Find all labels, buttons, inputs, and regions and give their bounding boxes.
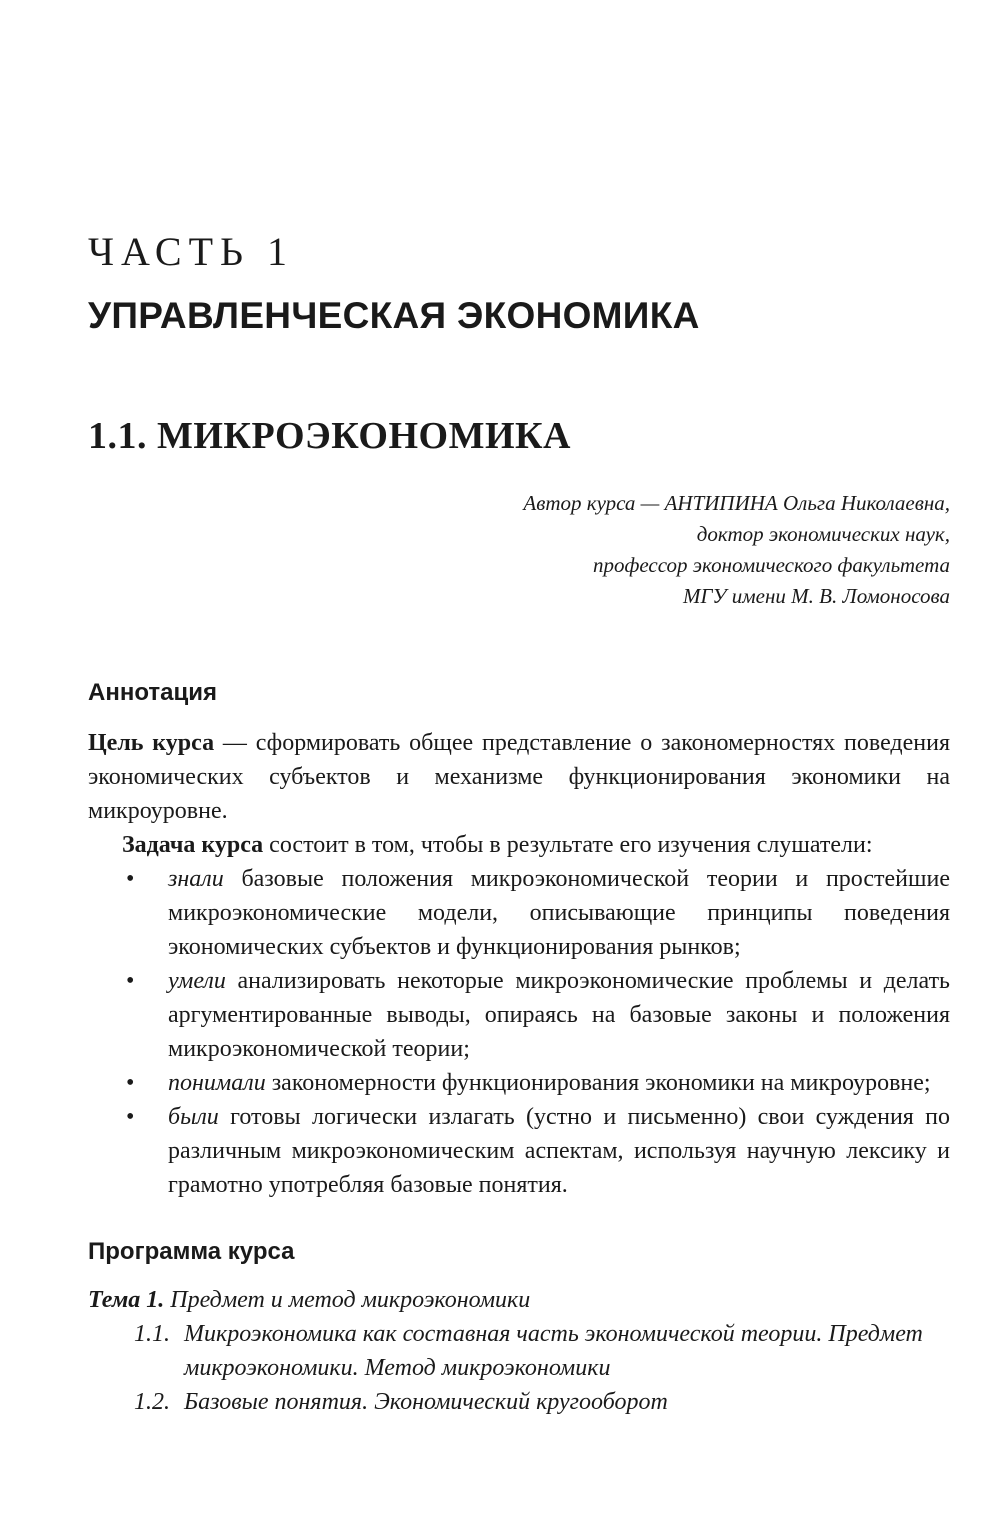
topic-title: Предмет и метод микроэкономики <box>164 1287 531 1313</box>
sub-item-number: 1.1. <box>134 1321 170 1347</box>
annotation-heading: Аннотация <box>88 679 217 706</box>
bullet-lead: умели <box>168 968 226 994</box>
bullet-icon: • <box>126 968 135 994</box>
part-label: ЧАСТЬ 1 <box>88 229 294 274</box>
author-line: Автор курса — АНТИПИНА Ольга Николаевна, <box>523 491 950 515</box>
bullet-text: базовые положения микроэкономической теории и простейшие микроэкономические модели, описывающие принципы поведения экономических субъектов и функционирования рынков; <box>168 866 950 960</box>
task-text: состоит в том, чтобы в результате его изучения слушатели: <box>263 832 873 858</box>
sub-item-number: 1.2. <box>134 1389 170 1415</box>
sub-item-text: Микроэкономика как составная часть экономической теории. Предмет микроэкономики. Метод микроэкономики <box>184 1321 923 1381</box>
author-line: профессор экономического факультета <box>592 553 950 577</box>
goal-paragraph <box>88 726 950 828</box>
annotation-body <box>88 726 950 1202</box>
bullet-text: анализировать некоторые микроэкономические проблемы и делать аргументированные выводы, опираясь на базовые законы и положения микроэкономической теории; <box>168 968 950 1062</box>
bullet-icon: • <box>126 1104 135 1130</box>
program-heading: Программа курса <box>88 1238 295 1265</box>
bullet-icon: • <box>126 866 135 892</box>
goal-text: — сформировать общее представление о закономерностях поведения экономических субъектов и механизме функционирования экономики на микроуровне. <box>88 730 950 824</box>
list-item <box>88 964 950 1066</box>
goals-list <box>88 862 950 1202</box>
author-line: доктор экономических наук, <box>696 522 950 546</box>
topic-number: Тема 1. <box>88 1287 165 1313</box>
list-item <box>88 862 950 964</box>
program-body <box>88 1283 950 1419</box>
goal-label: Цель курса <box>88 730 215 756</box>
author-block <box>250 488 950 612</box>
bullet-text: закономерности функционирования экономики на микроуровне; <box>265 1070 931 1096</box>
list-item <box>88 1100 950 1202</box>
section-title: 1.1. МИКРОЭКОНОМИКА <box>88 415 571 457</box>
bullet-text: готовы логически излагать (устно и письменно) свои суждения по различным микроэкономическим аспектам, используя научную лексику и грамотно употребляя базовые понятия. <box>168 1104 950 1198</box>
topic-line <box>88 1283 950 1317</box>
list-item <box>88 1317 950 1385</box>
part-title: УПРАВЛЕНЧЕСКАЯ ЭКОНОМИКА <box>88 295 700 336</box>
sub-item-text: Базовые понятия. Экономический кругооборот <box>184 1389 668 1415</box>
bullet-lead: знали <box>168 866 224 892</box>
list-item <box>88 1066 950 1100</box>
bullet-icon: • <box>126 1070 135 1096</box>
task-label: Задача курса <box>122 832 264 858</box>
list-item <box>88 1385 950 1419</box>
bullet-lead: были <box>168 1104 219 1130</box>
task-paragraph <box>88 828 950 862</box>
author-line: МГУ имени М. В. Ломоносова <box>682 584 950 608</box>
bullet-lead: понимали <box>168 1070 266 1096</box>
